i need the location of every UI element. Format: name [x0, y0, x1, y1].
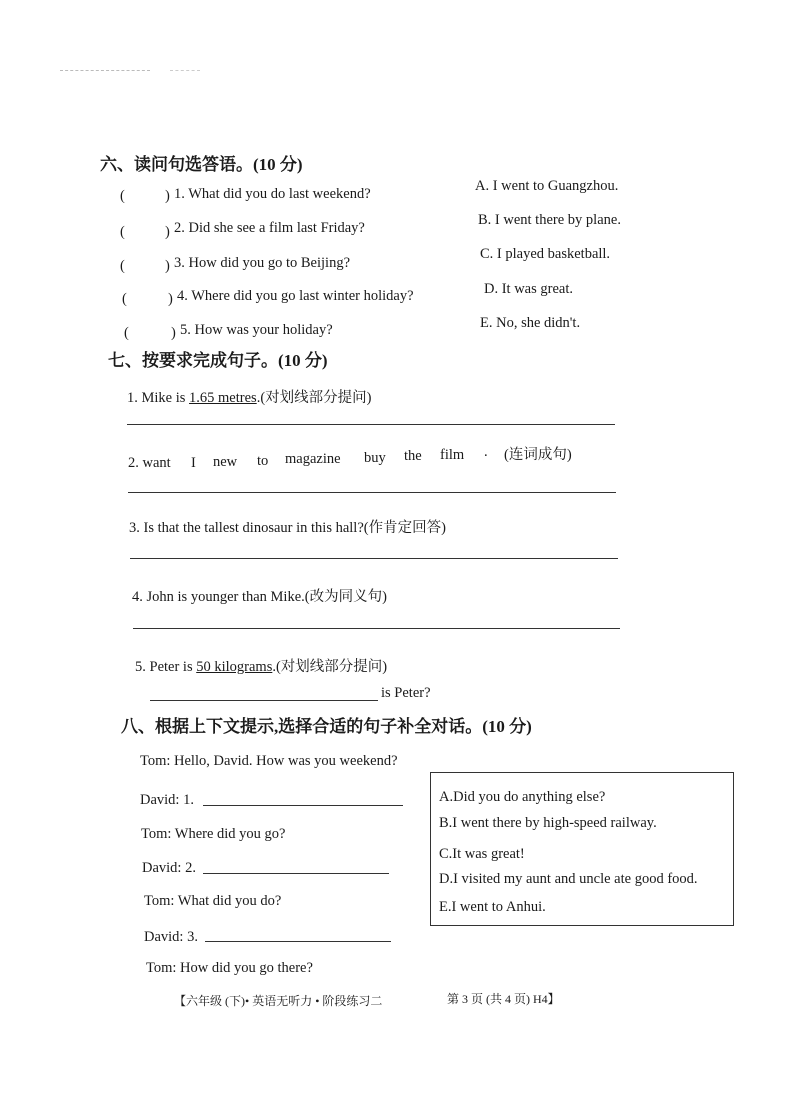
scan-mark: [170, 70, 200, 71]
section-seven-title: 七、按要求完成句子。(10 分): [108, 351, 328, 370]
options-box: [430, 772, 734, 926]
dialogue-option: E.I went to Anhui.: [439, 899, 546, 915]
answer-line: [203, 805, 403, 806]
task-instruction: (连词成句): [504, 447, 572, 463]
answer-paren-close: ): [168, 291, 173, 307]
section-six-title: 六、读问句选答语。(10 分): [100, 155, 303, 174]
answer-line: [133, 628, 620, 629]
question-text: 2. Did she see a film last Friday?: [174, 220, 365, 236]
answer-line: [205, 941, 391, 942]
answer-option: A. I went to Guangzhou.: [475, 178, 619, 194]
section-eight-title: 八、根据上下文提示,选择合适的句子补全对话。(10 分): [121, 717, 532, 736]
task-instruction: .(对划线部分提问): [272, 659, 388, 675]
task-text: 5. Peter is: [135, 659, 197, 675]
task-instruction: .(对划线部分提问): [256, 390, 372, 406]
answer-paren-open: (: [120, 258, 125, 274]
answer-paren-open: (: [120, 224, 125, 240]
task-text: 1. Mike is: [127, 390, 190, 406]
question-text: 4. Where did you go last winter holiday?: [177, 288, 414, 304]
dialogue-line: David: 3.: [144, 929, 198, 945]
answer-option: C. I played basketball.: [480, 246, 611, 262]
word-card: new: [213, 454, 238, 470]
word-card: buy: [364, 450, 386, 466]
dialogue-line: Tom: How did you go there?: [146, 960, 313, 976]
word-card: film: [440, 447, 465, 463]
dialogue-option: C.It was great!: [439, 846, 525, 862]
sentence-task-3: 3. Is that the tallest dinosaur in this hall?(作肯定回答): [129, 520, 446, 536]
dialogue-option: B.I went there by high-speed railway.: [439, 815, 657, 831]
question-text: 5. How was your holiday?: [180, 322, 333, 338]
dialogue-line: Tom: Where did you go?: [141, 826, 286, 842]
word-card: 2. want: [128, 455, 171, 471]
sentence-tail: is Peter?: [381, 685, 431, 701]
word-card: the: [404, 448, 422, 464]
dialogue-option: A.Did you do anything else?: [439, 789, 606, 805]
sentence-task-5: [135, 655, 387, 676]
answer-line: [203, 873, 389, 874]
dialogue-line: Tom: Hello, David. How was you weekend?: [140, 753, 398, 769]
underlined-phrase: 1.65 metres: [189, 390, 257, 406]
answer-line: [127, 424, 615, 425]
answer-line: [128, 492, 616, 493]
underlined-phrase: 50 kilograms: [196, 659, 273, 675]
answer-paren-close: ): [165, 188, 170, 204]
dialogue-option: D.I visited my aunt and uncle ate good food.: [439, 871, 698, 887]
dialogue-line: Tom: What did you do?: [144, 893, 282, 909]
answer-paren-close: ): [165, 258, 170, 274]
dialogue-line: David: 2.: [142, 860, 196, 876]
answer-option: D. It was great.: [484, 281, 573, 297]
question-text: 3. How did you go to Beijing?: [174, 255, 351, 271]
answer-paren-open: (: [122, 291, 127, 307]
scan-mark: [60, 70, 150, 71]
footer-page-number: 第 3 页 (共 4 页) H4】: [447, 992, 560, 1006]
answer-option: B. I went there by plane.: [478, 212, 621, 228]
footer-course-label: 【六年级 (下)• 英语无听力 • 阶段练习二: [174, 994, 383, 1008]
answer-paren-open: (: [120, 188, 125, 204]
answer-paren-open: (: [124, 325, 129, 341]
word-card: I: [191, 455, 196, 471]
answer-option: E. No, she didn't.: [480, 315, 581, 331]
answer-line: [150, 700, 378, 701]
dialogue-line: David: 1.: [140, 792, 194, 808]
answer-paren-close: ): [171, 325, 176, 341]
word-card: .: [484, 444, 488, 460]
sentence-task-1: [127, 386, 371, 407]
sentence-task-4: 4. John is younger than Mike.(改为同义句): [132, 589, 387, 605]
word-card: to: [257, 453, 269, 469]
answer-line: [130, 558, 618, 559]
word-card: magazine: [285, 451, 341, 467]
answer-paren-close: ): [165, 224, 170, 240]
question-text: 1. What did you do last weekend?: [174, 186, 371, 202]
